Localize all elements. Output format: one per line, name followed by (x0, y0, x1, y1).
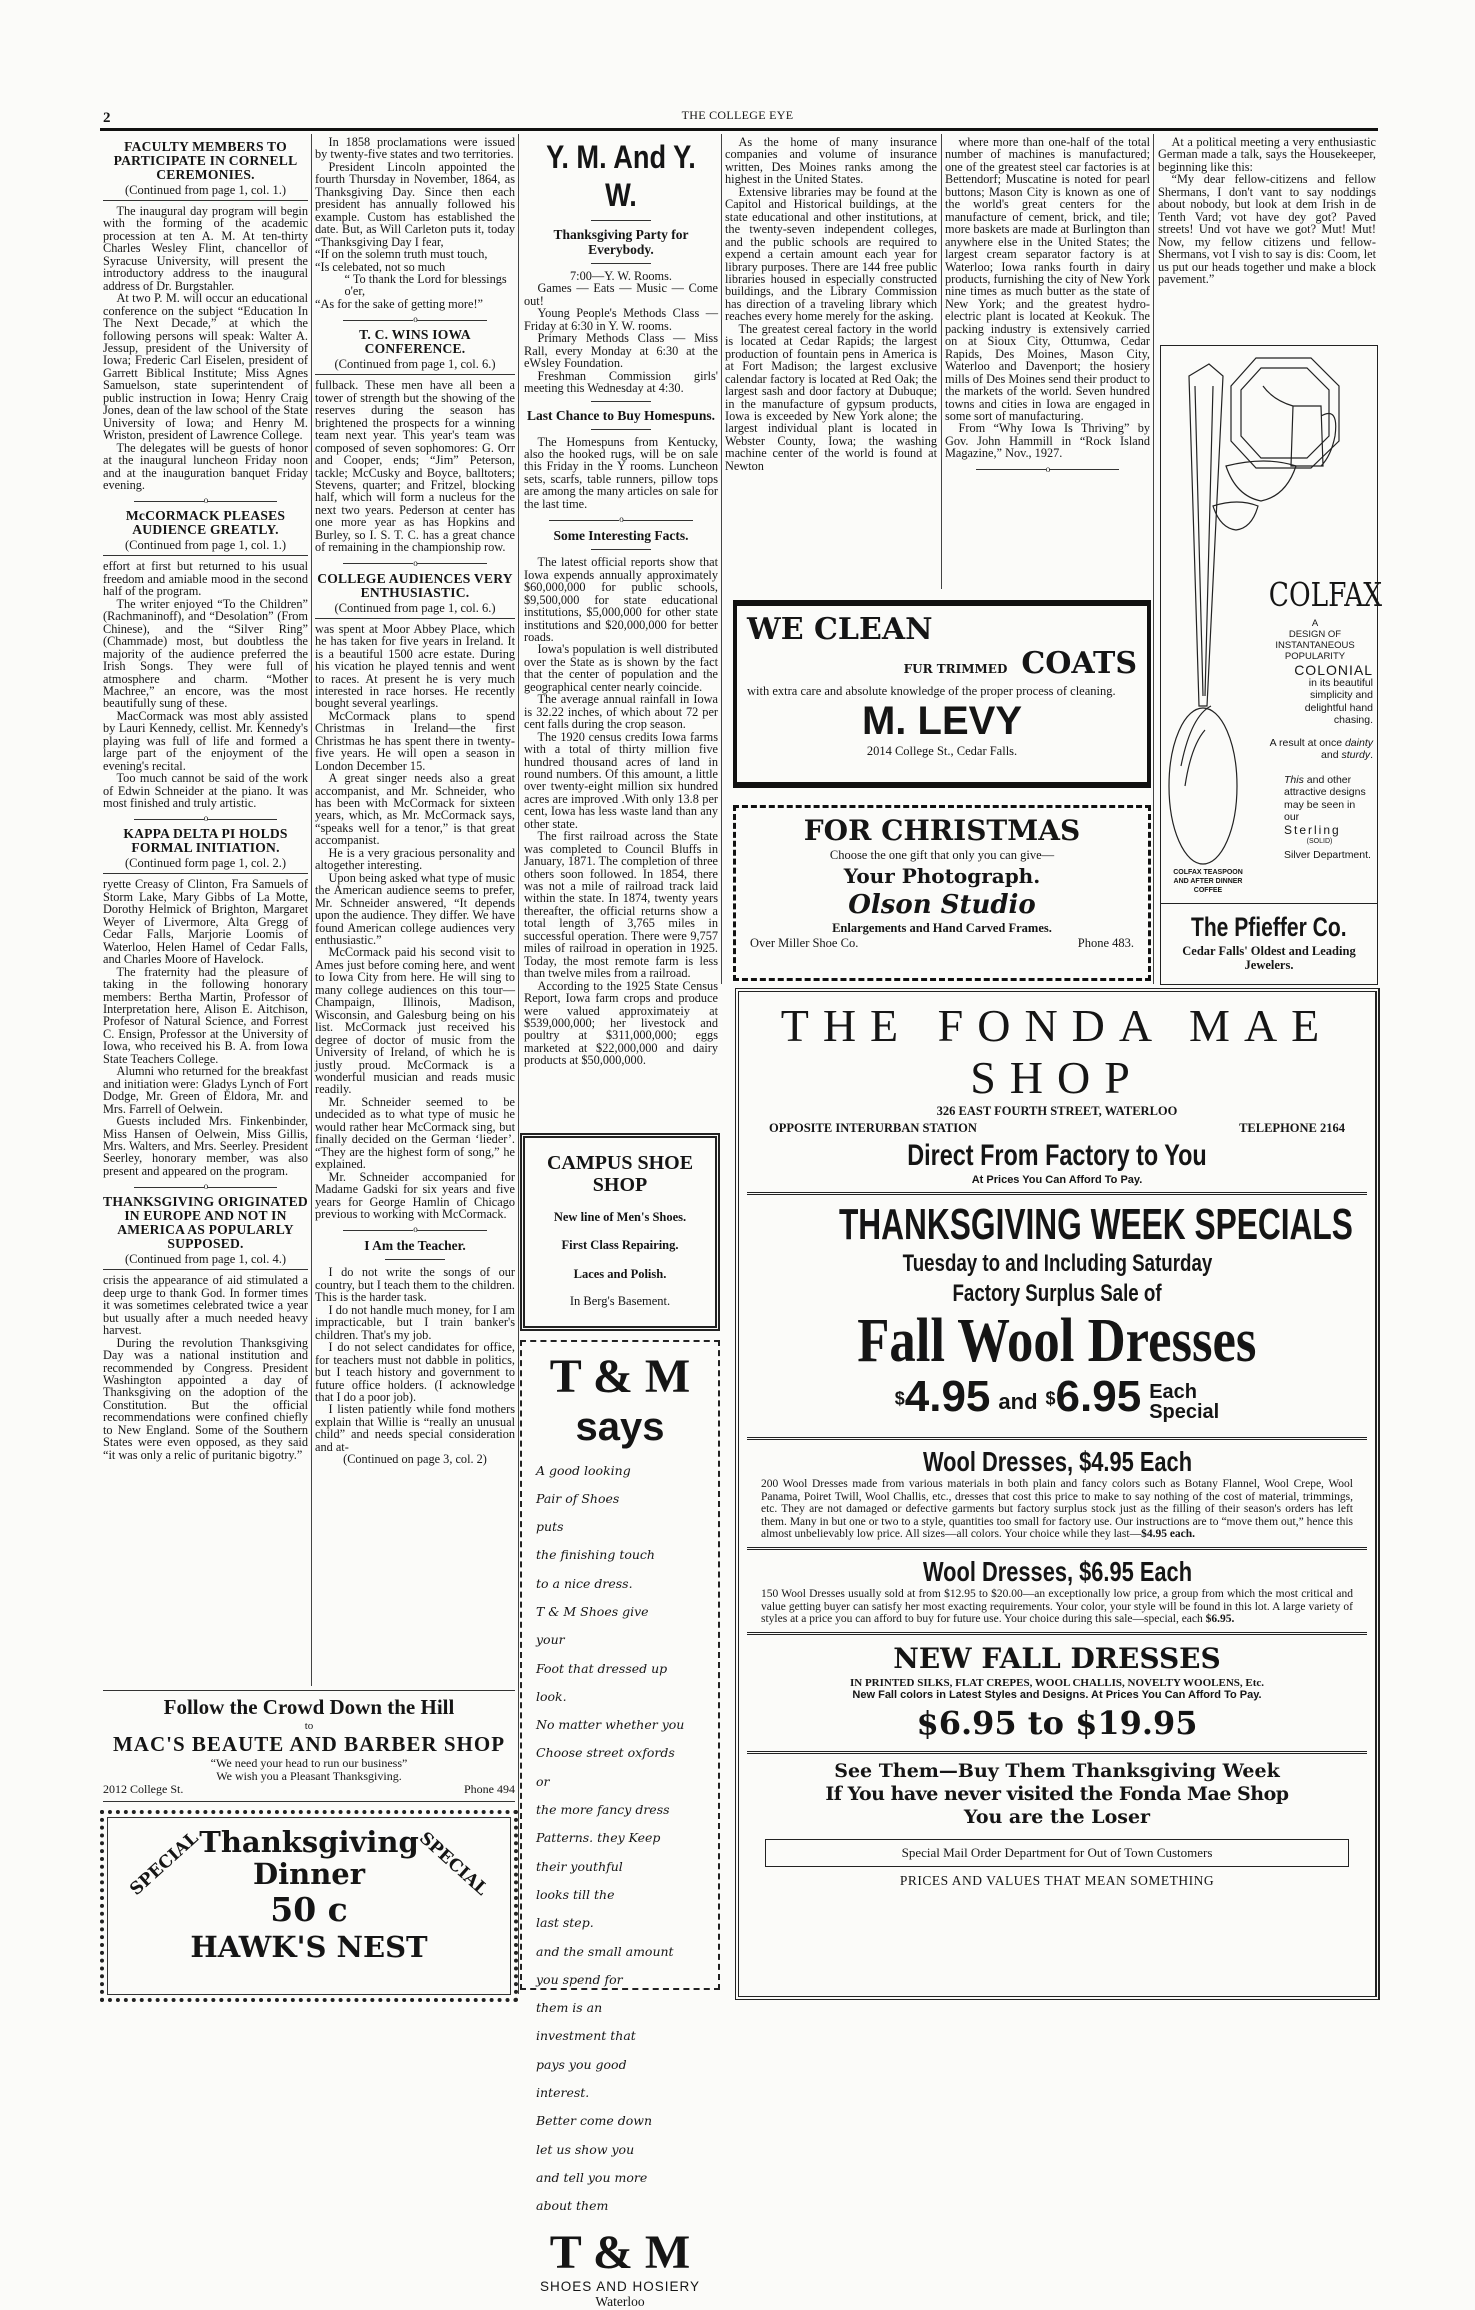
article-teacher (315, 1238, 515, 1465)
ad-text: and other attractive designs may be seen in our (1284, 773, 1366, 823)
paragraph: Choose street oxfords (536, 1745, 675, 1761)
brand-title: T & M (549, 1350, 691, 1403)
separator: o (103, 1181, 308, 1191)
article-mccormack (103, 509, 308, 809)
headline: FACULTY MEMBERS TO PARTICIPATE IN CORNELL CEREMONIES. (113, 139, 298, 182)
paragraph: the more fancy dress (536, 1802, 670, 1818)
separator: o (103, 495, 308, 505)
fonda-mae-shop-ad (735, 988, 1380, 2000)
column-4 (725, 136, 937, 472)
paragraph: The inaugural day program will begin with the forming of the academic procession at ten A. M. At ten-thirty Charles Wesley Flint, chancellor of Syracuse University, will present the introductory address to the inaugural address of Dr. Burgstahler. (103, 204, 308, 293)
paragraph: puts (536, 1519, 564, 1535)
dollar-sign: $ (1045, 1388, 1056, 1409)
paragraph: Pair of Shoes (536, 1490, 620, 1506)
rule (747, 1437, 1367, 1440)
article-body (524, 436, 718, 511)
brand-logo: T & M (549, 2225, 691, 2279)
ad-text: IN PRINTED SILKS, FLAT CREPES, WOOL CHALLIS, NOVELTY WOOLENS, Etc. (849, 1676, 1265, 1689)
article-body (103, 1274, 308, 1461)
paragraph: Primary Methods Class — Miss Rall, every Monday at 6:30 at the eWsley Foundation. (524, 331, 718, 371)
coats: COATS (1021, 646, 1137, 681)
article-body (103, 878, 308, 1177)
greeting: We wish you a Pleasant Thanksgiving. (216, 1769, 402, 1783)
ad-copy (536, 1463, 704, 2215)
phone: Phone 483. (1077, 936, 1134, 950)
business-name: The Pfieffer Co. (1191, 912, 1347, 942)
paragraph: the finishing touch (536, 1547, 655, 1563)
paragraph: “My dear fellow-citizens and fellow Shermans, I don't vant to say noddings about nobody, but look at dem Irish in de Tenth Vard; vot have dey got? Paved streets! Und vot have we got? Mut! Mut! Now, my fellow citizens und fellow-Shermans, vot I vish to say is dis: Coom, let us put our heads together und make a block pavement.” (1158, 172, 1376, 286)
says-label: says (575, 1405, 665, 1449)
rule (747, 1192, 1367, 1195)
rule (591, 549, 651, 550)
ad-headline: NEW FALL DRESSES (893, 1641, 1221, 1675)
article-body (315, 136, 515, 248)
article-kappa (103, 827, 308, 1177)
ad-text: Choose the one gift that only you can give— (829, 848, 1055, 862)
ad-text: New Fall colors in Latest Styles and Designs. At Prices You Can Afford To Pay. (852, 1688, 1262, 1701)
headline: Some Interesting Facts. (553, 528, 689, 544)
paragraph: The 1920 census credits Iowa farms with a total of thirty million five hundred thousand acres of land in round numbers. Of this amount, a little over twenty-eight million six hundred acres are improved .With only 13.8 per cent, Iowa has less waste land than any other state. (524, 729, 718, 831)
continued-note: (Continued from page 1, col. 1.) (103, 183, 308, 201)
rule (591, 429, 651, 430)
separator: o (524, 514, 718, 524)
ad-text: At Prices You Can Afford To Pay. (971, 1174, 1143, 1186)
section-body (739, 1588, 1375, 1626)
rule (385, 1259, 445, 1260)
paragraph: At a political meeting a very enthusiastic German made a talk, says the Housekeeper, beginning like this: (1158, 135, 1376, 174)
paragraph: them is an (536, 2000, 603, 2016)
price: $4.95 each. (1141, 1528, 1196, 1541)
fur-trimmed: FUR TRIMMED (903, 662, 1008, 676)
column-2 (315, 136, 515, 1466)
ad-slogan: See Them—Buy Them Thanksgiving Week (834, 1759, 1280, 1782)
price: 6.95 (1055, 1372, 1142, 1421)
brand-name: COLFAX (1268, 575, 1383, 614)
article-body (524, 282, 718, 394)
paragraph: According to the 1925 State Census Report, Iowa farm crops and produce were valued approximateiy at $539,000,000; her livestock and poultry at $311,000,000; eggs marketed at $22,000,000 and dairy products at $50,000,000. (524, 978, 718, 1068)
paragraph: Too much cannot be said of the work of Edwin Schneider at the piano. It was most finished and truly artistic. (103, 771, 308, 811)
column-divider (1153, 134, 1154, 984)
page-number: 2 (103, 110, 111, 126)
ad-text: dainty (1344, 736, 1373, 749)
paragraph: Mr. Schneider accompanied for Madame Gadski for six years and five years for George Hamlin of Chicago previous to working with McCormack. (315, 1169, 515, 1221)
hawks-nest-ad (100, 1810, 518, 2002)
headline: THANKSGIVING ORIGINATED IN EUROPE AND NOT IN AMERICA AS POPULARLY SUPPOSED. (103, 1194, 308, 1252)
paragraph: was spent at Moor Abbey Place, which he has taken for five years in Ireland. It is a beautiful 1500 acre estate. During his vication he played tennis and went to races. At present he is very much interested in race horses. He recently bought several yearlings. (315, 621, 515, 711)
paragraph: At two P. M. will occur an educational conference on the subject “Education In The Next Decade,” at which the following persons will speak: Walter A. Jessup, president of the University of Iowa; Frederic Carl Eiselen, president of Garrett Biblical Institute; Miss Agnes Samuelson, state superintendent of public instruction in Iowa; Henry Craig Jones, dean of the law school of the State University of Iowa; and Henry M. Wriston, president of Lawrence College. (103, 291, 308, 443)
article-body (1158, 136, 1376, 285)
price: 50 c (270, 1890, 348, 1929)
paragraph: Iowa's population is well distributed over the State as is shown by the fact that the center of population and the geographical center nearly coincide. (524, 642, 718, 694)
paragraph: about them (536, 2198, 609, 2214)
separator: o (945, 464, 1150, 474)
colonial-label: COLONIAL (1294, 662, 1373, 678)
services: Enlargements and Hand Carved Frames. (832, 921, 1052, 935)
article-body (524, 556, 718, 1067)
headline: KAPPA DELTA PI HOLDS FORMAL INITIATION. (123, 826, 288, 856)
ymyw-title: Y. M. And Y. W. (546, 139, 696, 213)
paragraph: New line of Men's Shoes. (553, 1209, 687, 1224)
ad-headline: WE CLEAN (747, 612, 933, 647)
paragraph: I do not select candidates for office, for teachers must not dabble in politics, but I teach history and government to future office holders. (I acknowledge that I do a poor job). (315, 1340, 515, 1404)
paragraph: The fraternity had the pleasure of taking in the following honorary members: Bertha Martin, Professor of Interpretation here, Alison E. Aitchison, Profesor of Natural Science, and Forrest C. Ensign, Professor at the University of Iowa, who received his B. A. from Iowa State Teachers College. (103, 964, 308, 1066)
paragraph: effort at first but returned to his usual freedom and amiable mood in the second half of the program. (103, 559, 308, 599)
paragraph: Foot that dressed up (536, 1660, 668, 1676)
paragraph: Patterns. they Keep (536, 1830, 661, 1846)
paragraph: He is a very gracious personality and altogether interesting. (315, 845, 515, 873)
paragraph: and tell you more (536, 2169, 648, 2185)
separator: o (103, 813, 308, 823)
paragraph: crisis the appearance of aid stimulated a deep urge to thank God. In former times it was sometimes celebrated twice a year but usually after a much needed heavy harvest. (103, 1273, 308, 1338)
solid-label: (SOLID) (1306, 838, 1333, 845)
paragraph: First Class Repairing. (561, 1238, 679, 1252)
location: Over Miller Shoe Co. (750, 936, 859, 950)
ad-slogan: If You have never visited the Fonda Mae Shop (825, 1782, 1289, 1805)
ad-subheadline: Tuesday to and Including Saturday (902, 1250, 1212, 1277)
paragraph: MacCormack was most ably assisted by Lauri Kennedy, cellist. Mr. Kennedy's playing was full of life and formed a large part of the enjoyment of the evening's recital. (103, 708, 308, 773)
paragraph: pays you good (536, 2056, 627, 2072)
address: 2014 College St., Cedar Falls. (866, 744, 1018, 758)
olson-studio-ad (733, 805, 1151, 981)
paragraph: T & M Shoes give (536, 1603, 649, 1619)
paragraph: let us show you (536, 2141, 635, 2157)
section-body (739, 1478, 1375, 1541)
event-time: 7:00—Y. W. Rooms. (570, 269, 672, 283)
ad-text: to (304, 1720, 314, 1732)
price: $6.95. (1205, 1613, 1235, 1626)
paragraph: The delegates will be guests of honor at the inaugural luncheon Friday noon and at the inauguration banquet Friday evening. (103, 440, 308, 492)
rule (747, 1632, 1367, 1635)
telephone: TELEPHONE 2164 (1239, 1121, 1345, 1135)
article-tc-wins (315, 328, 515, 553)
paragraph: Upon being asked what type of music the American audience seems to prefer, Mr. Schneider answered, “It depends upon the audience. They differ. We have found American college audiences very enthusiastic.” (315, 870, 515, 948)
column-divider (941, 134, 942, 589)
studio-name: Olson Studio (848, 890, 1036, 920)
paragraph: President Lincoln appointed the fourth Thursday in November, 1864, as Thanksgiving Day. Since then each president has annually followed his example. Custom has established the date. But, as Will Carleton puts it, today “Thanksgiving Day I fear, (315, 159, 515, 249)
continued-note: (Continued form page 1, col. 2.) (103, 856, 308, 874)
paragraph: fullback. These men have all been a tower of strength but the showing of the reserves during the season has brightened the prospects for a winning team next year. This year's team was composed of seven sophomores: G. Orr and Cooper, ends; “Jim” Peterson, tackle; McCusky and Boyce, balltoters; Stevens, quarter; and Fritzel, blocking half, which will form a nucleus for the next two years. Pederson at center has one more year as has Hopkins and Burley, so I. S. T. C. has a great chance of remaining in the championship row. (315, 378, 515, 555)
paragraph: The first railroad across the State was completed to Council Bluffs in January, 1871. The completion of three others soon followed. In 1854, there was not a mile of railroad track laid within the state. In 1874, twenty years thereafter, the official returns show a total length of 3,765 miles in successful operation. There were 9,757 miles of railroad in operation in 1925. Today, the most remote farm is less than twelve miles from a railroad. (524, 829, 718, 981)
ad-text: 200 Wool Dresses made from various materials in both plain and fancy colors such as Botany Flannel, Wool Crepe, Wool Panama, Poiret Twill, Wool Challis, etc., dresses that cost this price to make to say nothing of the cost of material, trimmings, etc. They are not damaged or defective garments but factory surplus stock just as the filling of their season's orders has left them. Many in but one or two to a style, quantities too small for factory use. Our instructions are to “move them out,” hence this almost unbelievably low price. All sizes—all colors. Your choice while they last— (761, 1478, 1353, 1541)
poem (315, 248, 515, 310)
paragraph: where more than one-half of the total number of machines is manufactured; one of the greatest steel car factories is at Bettendorf; Muscatine is noted for pearl buttons; Mason City is known as one of the world's great centers for the manufacture of cement, brick, and tile; more baskets are made at Burlington than anywhere else in the United States; the largest cream separator factory is at Waterloo; Iowa ranks fourth in dairy products, furnishing the city of New York nine times as much butter as the state of New York; and the greatest hydro-electric plant is located at Keokuk. The packing industry is extensively carried on at Sioux City, Ottumwa, Cedar Rapids, Des Moines, Mason City, Waterloo and Davenport; the hosiery mills of Des Moines send their product to the markets of the world. Seven hundred towns and cities in Iowa are engaged in some sort of manufacturing. (945, 135, 1150, 423)
sterling-label: Sterling (1284, 822, 1341, 837)
tagline: SHOES AND HOSIERY (539, 2278, 701, 2294)
rule (747, 1547, 1367, 1550)
price: 4.95 (904, 1372, 991, 1421)
ad-text: and (998, 1389, 1038, 1414)
paragraph: you spend for (536, 1971, 623, 1987)
ad-text: This (1284, 773, 1304, 786)
paragraph: “Is celebated, not so much (315, 259, 446, 274)
paragraph: looks till the (536, 1886, 615, 1902)
paragraph: No matter whether you (536, 1717, 685, 1733)
continued-note: (Continued from page 1, col. 6.) (315, 601, 515, 619)
ad-headline: Thanksgiving (199, 1825, 419, 1859)
paragraph: their youthful (536, 1858, 623, 1874)
rule (591, 263, 651, 264)
rule (591, 220, 651, 221)
headline: T. C. WINS IOWA CONFERENCE. (359, 327, 471, 357)
paragraph: From “Why Iowa Is Thriving” by Gov. John Hammill in “Rock Island Magazine,” Nov., 1927. (945, 421, 1150, 461)
article-thanksgiving (103, 1195, 308, 1461)
paragraph: last step. (536, 1915, 594, 1931)
article-body (315, 623, 515, 1221)
section-title: Wool Dresses, $6.95 Each (922, 1555, 1192, 1587)
paragraph: Mr. Schneider seemed to be undecided as to what type of music he would rather hear McCormack sing, but finally decided on the German ‘lieder’. “They are the highest form of song,” he explained. (315, 1094, 515, 1172)
paragraph: or (536, 1773, 550, 1789)
slogan: “We need your head to run our business” (210, 1756, 408, 1770)
ad-headline: Fall Wool Dresses (857, 1307, 1257, 1375)
separator: o (315, 1224, 515, 1234)
column-1 (103, 136, 308, 1461)
column-6 (1158, 136, 1376, 285)
article-body (315, 379, 515, 553)
article-body (725, 136, 937, 472)
shop-name: MAC'S BEAUTE AND BARBER SHOP (112, 1732, 506, 1756)
paragraph: I do not handle much money, for I am impracticable, but I train banker's children. That's my job. (315, 1302, 515, 1342)
ad-slogan: You are the Loser (963, 1805, 1151, 1828)
paragraph: The writer enjoyed “To the Children” (Rachmaninoff), and “Desolation” (From Chinese), and the “Silver Ring” (Chammade) most, but doubtless the majority of the audience preferred the Irish Songs. They were full of atmosphere and charm. “Mother Machree,” an encore, was the most beautifully sung of these. (103, 596, 308, 711)
headline: COLLEGE AUDIENCES VERY ENTHUSIASTIC. (317, 570, 513, 600)
ad-headline: Follow the Crowd Down the Hill (163, 1695, 455, 1719)
continued-note: (Continued from page 1, col. 1.) (103, 538, 308, 556)
separator: o (315, 558, 515, 568)
macs-barber-ad (103, 1690, 515, 1802)
shop-name: CAMPUS SHOE SHOP (546, 1152, 694, 1196)
column-5 (945, 136, 1150, 476)
headline: McCORMACK PLEASES AUDIENCE GREATLY. (125, 508, 286, 538)
ad-text: Special (1149, 1401, 1220, 1423)
paragraph: interest. (536, 2085, 590, 2101)
paragraph: Freshman Commission girls' meeting this Wednesday at 4:30. (524, 368, 718, 396)
special-label: SPECIAL (415, 1828, 492, 1900)
ad-text: Silver Department. (1284, 848, 1371, 861)
column-divider (518, 134, 519, 1994)
article-body (945, 136, 1150, 460)
paragraph: A great singer needs also a great accompanist, and Mr. Schneider, who has been with McCormack for sixteen years, which, as Mr. McCormack says, “speaks well for a tenor,” is that great accompanist. (315, 771, 515, 848)
paragraph: The latest official reports show that Iowa expends annually approximately $60,000,000 for public schools, $9,500,000 for state educational institutions, $5,000,000 for other state institutions and $20,000,000 for better roads. (524, 555, 718, 644)
paragraph: to a nice dress. (536, 1575, 633, 1591)
ad-subheadline: Factory Surplus Sale of (952, 1280, 1162, 1307)
paragraph: I do not write the songs of our country, but I teach them to the children. This is the harder task. (315, 1265, 515, 1305)
paragraph: and the small amount (536, 1943, 674, 1959)
headline: I Am the Teacher. (364, 1238, 466, 1254)
rule (747, 1751, 1367, 1754)
paragraph: In 1858 proclamations were issued by twenty-five states and two territories. (315, 135, 515, 162)
restaurant-name: HAWK'S NEST (190, 1930, 428, 1964)
paragraph: Laces and Polish. (573, 1266, 667, 1281)
special-label: SPECIAL (126, 1828, 203, 1900)
ad-text (1251, 618, 1379, 662)
rule (591, 401, 651, 402)
paragraph: Better come down (536, 2113, 653, 2129)
masthead-rule (100, 128, 1378, 131)
paragraph: Young People's Methods Class —Friday at 6:30 in Y. W. rooms. (524, 306, 718, 333)
ad-copy: COLONIAL in its beautiful simplicity and delightful hand chasing. A result at once dainty and sturdy. This and other attractive designs may be seen in our Sterling (SOLID) Silver Department. (1266, 664, 1373, 861)
paper-title: THE COLLEGE EYE (681, 108, 794, 122)
paragraph: your (536, 1632, 565, 1648)
business-name: M. LEVY (861, 699, 1023, 743)
paragraph: Extensive libraries may be found at the Capitol and Historical buildings, at the state educational and other institutions, at the twenty-seven independent colleges, and the public schools are required to expend a certain amount each year for library purposes. There are 144 free public libraries housed in especially constructed buildings, and the Library Commission has direction of a traveling library which reaches every home merely for the asking. (725, 184, 937, 324)
ad-headline: THANKSGIVING WEEK SPECIALS (838, 1200, 1353, 1249)
ad-text: sturdy (1341, 749, 1371, 761)
illustration-caption: COLFAX TEASPOON AND AFTER DINNER COFFEE (1173, 869, 1243, 894)
article-faculty (103, 140, 308, 491)
paragraph: The greatest cereal factory in the world is located at Cedar Rapids; the largest production of fountain pens in America is at Fort Madison; the largest exclusive calendar factory is located at Red Oak; the largest sash and door factory at Dubuque; in the manufacture of gypsum products, Iowa is exceeded by New York alone; the largest individual plant is located in Webster County, Iowa; the washing machine center of the world is found at Newton (725, 321, 937, 473)
ad-subheadline: Your Photograph. (843, 864, 1041, 888)
pfieffer-jewelers-ad (1160, 903, 1378, 985)
paragraph: “ To thank the Lord for blessings o'er, (344, 271, 507, 299)
article-body (315, 1266, 515, 1453)
ad-text: 150 Wool Dresses usually sold at from $12.95 to $20.00—an exceptionally low price, a group from which the most critical and value getting buyer can satisfy her most exacting requirements. Your color, your style will be found in this lot. A large variety of styles at a price you can afford to buy for future use. Your choice during this sale—special, each (761, 1587, 1353, 1626)
paragraph: McCormack paid his second visit to Ames just before coming here, and went to Iowa City from here. He will sing to many college audiences on this tour—Champaign, Illinois, Madison, Wisconsin, and Galesburg being on his list. McCormack just received his degree of doctor of music from the University of Ireland, of which he is justly proud. McCormack is a wonderful musician and reads music readily. (315, 945, 515, 1097)
separator: o (315, 314, 515, 324)
price-line (739, 1373, 1375, 1431)
continued-note: (Continued from page 1, col. 6.) (315, 357, 515, 375)
ad-headline: FOR CHRISTMAS (803, 814, 1081, 847)
mail-order-box: Special Mail Order Department for Out of Town Customers (765, 1839, 1349, 1867)
ad-headline: Direct From Factory to You (907, 1139, 1207, 1172)
paragraph: “As for the sake of getting more!” (315, 296, 484, 311)
paragraph: Alumni who returned for the breakfast and initiation were: Gladys Lynch of Fort Dodge, Mr. Green of Eldora, Mr. and Mrs. Farrell of Oelwein. (103, 1064, 308, 1116)
article-body (103, 560, 308, 809)
ad-text: A (1311, 618, 1319, 629)
address: 326 EAST FOURTH STREET, WATERLOO (936, 1104, 1178, 1118)
phone: Phone 494 (464, 1782, 515, 1796)
paragraph: The average annual rainfall in Iowa is 32.22 inches, of which about 72 per cent falls during the crop season. (524, 692, 718, 732)
continued-note: (Continued on page 3, col. 2) (343, 1452, 487, 1467)
tm-shoes-ad (520, 1340, 720, 2309)
headline: Last Chance to Buy Homespuns. (527, 407, 715, 423)
ad-text: in its beautiful simplicity and delightful hand chasing. (1304, 676, 1373, 726)
column-divider (721, 134, 722, 984)
address: 2012 College St. (103, 1782, 184, 1796)
column-divider (311, 134, 312, 1686)
ad-footer: PRICES AND VALUES THAT MEAN SOMETHING (899, 1872, 1215, 1888)
ad-text: DESIGN OF INSTANTANEOUS POPULARITY (1275, 629, 1355, 662)
paragraph: During the revolution Thanksgiving Day was a national institution and recommended by Congress. President Washington appointed a day of Thanksgiving on the adoption of the Constitution. But the official recommendations were confined chiefly to New England. Some of the Southern States were even opposed, as they said “it was only a relic of puritanic bigotry.” (103, 1335, 308, 1462)
ad-text: A result at once (1269, 736, 1345, 749)
ad-lines (525, 1209, 715, 1282)
paragraph: look. (536, 1688, 567, 1704)
ad-body: with extra care and absolute knowledge of the proper process of cleaning. (747, 684, 1116, 698)
city: Waterloo (595, 2293, 645, 2309)
dollar-sign: $ (894, 1388, 905, 1409)
shop-name: THE FONDA MAE SHOP (780, 1000, 1334, 1103)
headline: Thanksgiving Party for Everybody. (553, 227, 689, 257)
article-body (103, 205, 308, 491)
paragraph: investment that (536, 2028, 636, 2044)
paragraph: As the home of many insurance companies and volume of insurance written, Des Moines ranks among the highest in the United States. (725, 135, 937, 187)
location: OPPOSITE INTERURBAN STATION (769, 1121, 977, 1135)
continued-note: (Continued from page 1, col. 4.) (103, 1252, 308, 1270)
colfax-silverware-ad (1160, 345, 1383, 905)
paragraph: ryette Creasy of Clinton, Fra Samuels of Storm Lake, Mary Gibbs of La Motte, Dorothy Helmick of Brighton, Margaret Weyer of Livermore, Alta Gregg of Cedar Falls, Marjorie Loomis of Waterloo, Helen Hamel of Cedar Falls, and Charles Moore of Havelock. (103, 877, 308, 967)
price-range: $6.95 to $19.95 (916, 1703, 1198, 1742)
section-title: Wool Dresses, $4.95 Each (922, 1446, 1192, 1477)
article-audiences (315, 572, 515, 1221)
m-levy-cleaning-ad (733, 600, 1151, 788)
ad-text: Each (1149, 1381, 1197, 1403)
paragraph: Games — Eats — Music — Come out! (524, 281, 718, 308)
paragraph: “If on the solemn truth must touch, (315, 247, 488, 262)
ad-headline: Dinner (252, 1857, 366, 1891)
location: In Berg's Basement. (569, 1294, 671, 1308)
paragraph: The Homespuns from Kentucky, also the hooked rugs, will be on sale this Friday in the Y rooms. Luncheon sets, scarfs, table runners, pillow tops are among the many articles on sale for the last time. (524, 434, 718, 511)
paragraph: Guests included Mrs. Finkenbinder, Miss Hansen of Oelwein, Miss Gillis, Mrs. Walters, and Mrs. Seerley. President Seerley, honorary member, was also present and appeared on the program. (103, 1114, 308, 1178)
ad-text: and (1321, 749, 1342, 761)
column-3 (524, 136, 718, 1067)
paragraph: I listen patiently while fond mothers explain that Willie is “really an unusual child” and needs special consideration and at- (315, 1402, 515, 1454)
paragraph: A good looking (536, 1462, 631, 1478)
paragraph: McCormack plans to spend Christmas in Ireland—the first Christmas he has spent there in twenty-five years. He will open a season in London December 15. (315, 708, 515, 773)
campus-shoe-shop-ad (520, 1133, 720, 1331)
tagline: Cedar Falls' Oldest and Leading Jewelers. (1182, 944, 1356, 972)
